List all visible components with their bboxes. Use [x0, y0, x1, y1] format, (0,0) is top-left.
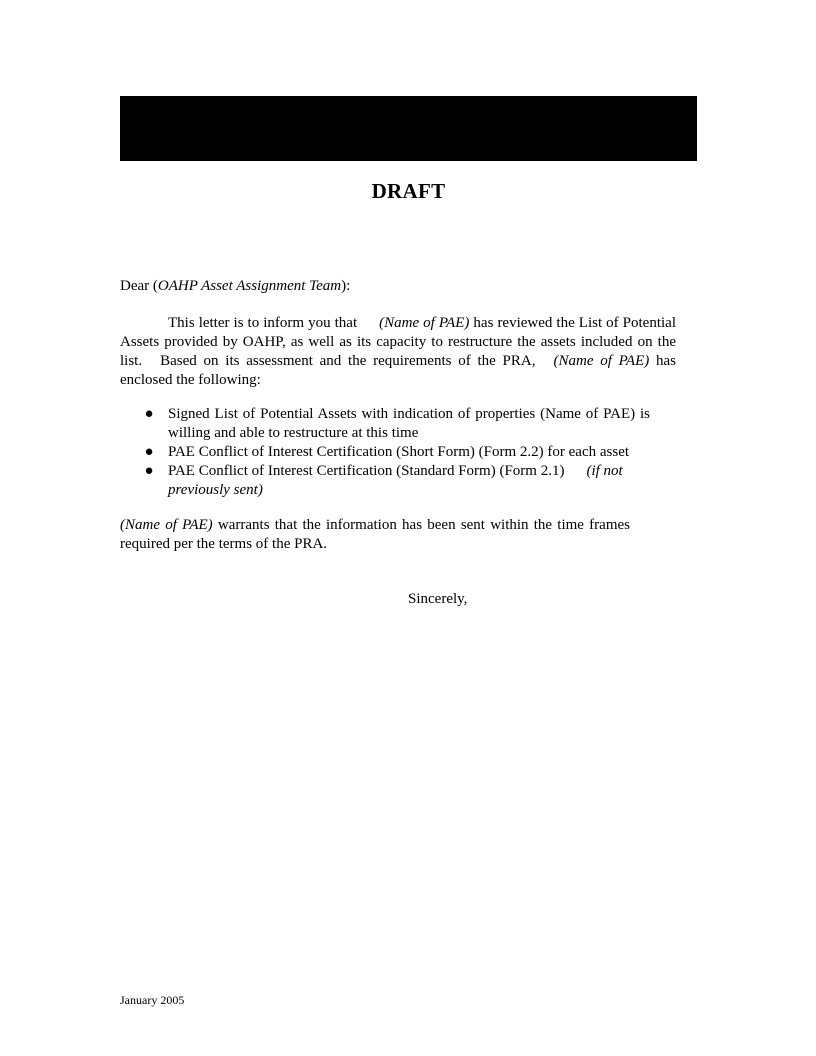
- list-item: [120, 462, 650, 500]
- header-black-bar: [120, 96, 697, 161]
- list-item-text: PAE Conflict of Interest Certification (Short Form) (Form 2.2) for each asset: [168, 444, 630, 460]
- paragraph-1-part-2: has reviewed the List of Potential Assets provided by OAHP, as well as its capacity to restructure the assets included on the list.: [120, 315, 676, 369]
- paragraph-1-part-4: has enclosed the following:: [120, 353, 676, 388]
- list-item-text: PAE Conflict of Interest Certification (Standard Form) (Form 2.1): [168, 463, 565, 479]
- closing-sincerely: Sincerely,: [408, 591, 468, 607]
- paragraph-2-text: warrants that the information has been sent within the time frames required per the terms of the PRA.: [120, 517, 630, 552]
- bullet-icon: ●: [144, 406, 154, 422]
- pae-name-placeholder-3: (Name of PAE): [120, 517, 213, 533]
- list-item: [120, 443, 650, 462]
- salutation-prefix: Dear (: [120, 278, 158, 294]
- paragraph-1: [120, 314, 676, 390]
- paragraph-1-part-1: This letter is to inform you that: [168, 315, 358, 331]
- footer-date: January 2005: [120, 993, 185, 1007]
- paragraph-2: [120, 516, 630, 554]
- bullet-icon: ●: [144, 463, 154, 479]
- paragraph-1-part-3: Based on its assessment and the requirements of the PRA,: [160, 353, 536, 369]
- pae-name-placeholder-2: (Name of PAE): [553, 353, 650, 369]
- list-item-note: (if not previously sent): [168, 463, 623, 498]
- list-item: [120, 405, 650, 443]
- salutation-suffix: ):: [341, 278, 351, 294]
- document-title: DRAFT: [371, 179, 446, 203]
- bullet-icon: ●: [144, 444, 154, 460]
- enclosures-list: [120, 405, 650, 500]
- salutation: [120, 277, 676, 296]
- list-item-text: Signed List of Potential Assets with indication of properties (Name of PAE) is willing and able to restructure at this time: [168, 406, 650, 441]
- salutation-name: OAHP Asset Assignment Team: [157, 278, 342, 294]
- pae-name-placeholder-1: (Name of PAE): [379, 315, 470, 331]
